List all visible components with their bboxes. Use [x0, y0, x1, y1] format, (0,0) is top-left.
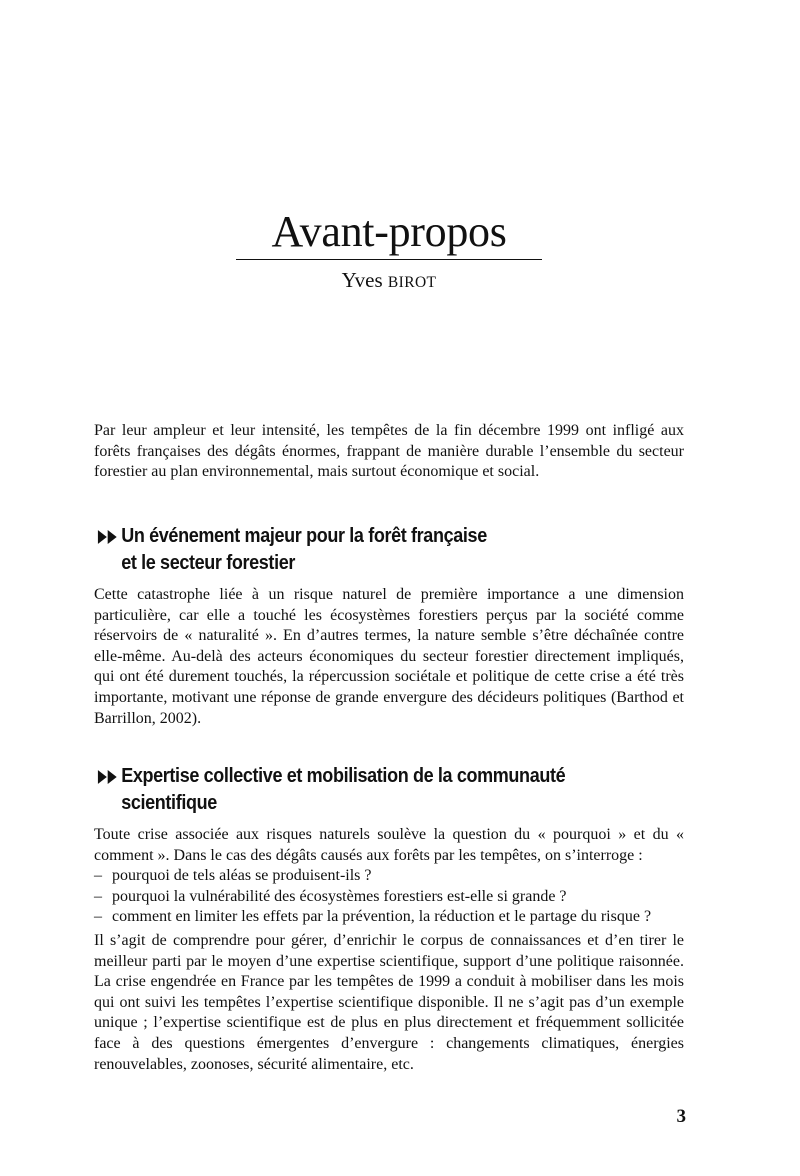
list-dash: –	[94, 867, 102, 884]
section-2-paragraph: Toute crise associée aux risques naturels soulève la question du « pourquoi » et du « comment ». Dans le cas des dégâts causés aux forêts par les tempêtes, on s’interroge :	[94, 826, 684, 864]
author-first-name: Yves	[341, 268, 388, 292]
question-list	[94, 866, 694, 928]
section-heading-1-line-2: et le secteur forestier	[121, 552, 296, 574]
section-1-paragraph: Cette catastrophe liée à un risque naturel de première importance a une dimension particulière, car elle a touché les écosystèmes forestiers perçus par la société comme réservoirs de « naturalité ». En d’autres termes, la nature semble s’être déchaînée contre elle-même. Au-delà des acteurs économiques du secteur forestier directement impliqués, qui ont été durement touchés, la répercussion sociétale et politique de cette crise a été très importante, motivant une réponse de grande envergure des décideurs politiques (Barthod et Barrillon, 2002).	[94, 586, 684, 727]
double-arrow-icon	[98, 770, 118, 784]
list-item	[94, 866, 694, 887]
section-heading-2-line-2: scientifique	[121, 792, 217, 814]
list-item-text: pourquoi la vulnérabilité des écosystèmes forestiers est-elle si grande ?	[112, 887, 567, 905]
title-underline	[236, 259, 542, 260]
double-arrow-icon	[98, 530, 118, 544]
section-heading-1	[96, 523, 636, 577]
list-item	[94, 887, 694, 908]
author-name	[236, 266, 542, 297]
section-heading-1-line-1: Un événement majeur pour la forêt française	[121, 525, 487, 547]
author-last-name: BIROT	[387, 274, 437, 291]
list-dash: –	[94, 908, 102, 926]
list-item-text: comment en limiter les effets par la prévention, la réduction et le partage du risque ?	[112, 908, 652, 926]
list-item-text: pourquoi de tels aléas se produisent-ils ?	[112, 867, 372, 884]
section-2-paragraph-2: Il s’agit de comprendre pour gérer, d’enrichir le corpus de connaissances et d’en tirer le meilleur parti par le moyen d’une expertise scientifique, support d’une politique raisonnée. La crise engendrée en France par les tempêtes de 1999 a conduit à mobiliser dans les mois qui ont suivi les tempêtes l’expertise scientifique disponible. Il ne s’agit pas d’un exemple unique ; l’expertise scientifique est de plus en plus directement et fréquemment sollicitée face à des questions émergentes d’envergure : changements climatiques, énergies renouvelables, zoonoses, sécurité alimentaire, etc.	[94, 932, 684, 1073]
list-item	[94, 907, 694, 928]
page-number: 3	[676, 1106, 686, 1127]
intro-paragraph: Par leur ampleur et leur intensité, les tempêtes de la fin décembre 1999 ont infligé aux forêts françaises des dégâts énormes, frappant de manière durable l’ensemble du secteur forestier au plan environnemental, mais surtout économique et social.	[94, 422, 684, 481]
page-title: Avant-propos	[271, 207, 507, 256]
list-dash: –	[94, 887, 102, 905]
section-heading-2	[96, 763, 636, 817]
section-heading-2-line-1: Expertise collective et mobilisation de la communauté	[121, 765, 566, 787]
